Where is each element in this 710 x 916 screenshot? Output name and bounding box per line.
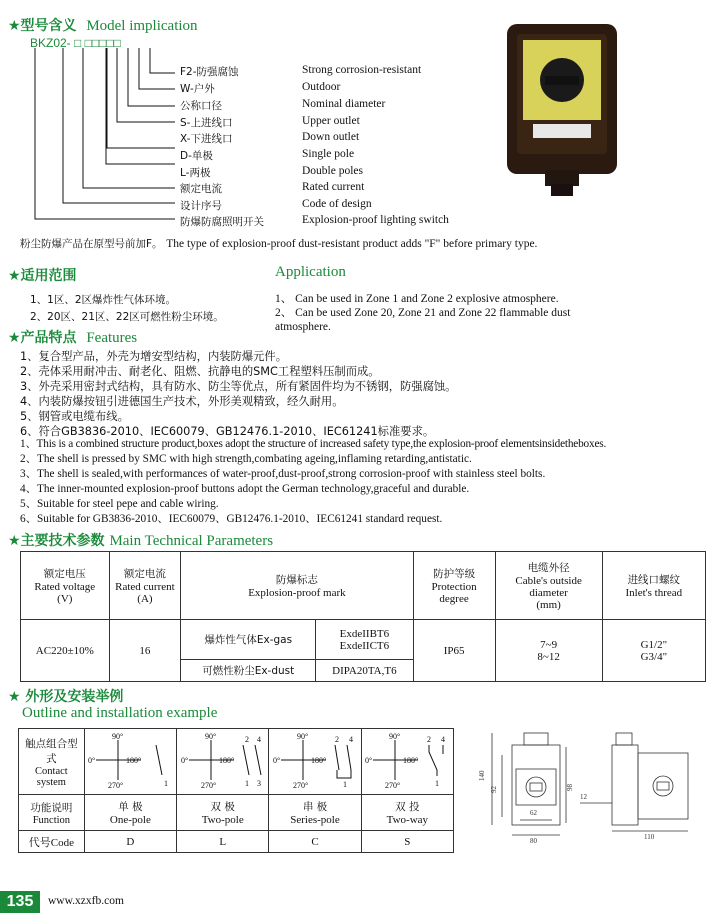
param-voltage: AC220±10%: [21, 620, 110, 682]
application-title-en: Application: [275, 264, 346, 280]
model-note: 粉尘防爆产品在原型号前加F。 The type of explosion-proof dust-resistant product adds "F" before primary type.: [20, 238, 538, 250]
svg-text:0°: 0°: [365, 756, 373, 765]
application-title-cn: ★适用范围: [8, 268, 77, 284]
svg-text:12: 12: [580, 793, 587, 801]
model-item-en: Double poles: [302, 165, 364, 177]
features-cn-list: [20, 349, 456, 439]
feature-cn-item: 6、符合GB3836-2010、IEC60079、GB12476.1-2010、IEC61241标准要求。: [20, 425, 435, 438]
svg-text:180°: 180°: [126, 756, 142, 765]
model-title: ★型号含义 Model implication: [8, 18, 198, 34]
model-item-code: 额定电流: [180, 183, 222, 195]
contact-diagram-one-pole: [84, 729, 176, 795]
svg-text:80: 80: [530, 837, 537, 845]
feature-cn-item: 5、钢管或电缆布线。: [20, 410, 129, 423]
feature-en-item: 5、Suitable for steel pepe and cable wiring.: [20, 498, 219, 510]
contact-diagram-series-pole: [269, 729, 361, 795]
model-item-code: 防爆防腐照明开关: [180, 216, 264, 228]
svg-text:0°: 0°: [273, 756, 281, 765]
svg-text:270°: 270°: [385, 781, 401, 790]
svg-text:4: 4: [441, 735, 446, 744]
switch-product-image: [495, 20, 625, 200]
svg-text:2: 2: [244, 735, 249, 744]
svg-text:90°: 90°: [297, 732, 309, 741]
model-item-code: S-上进线口: [180, 117, 233, 129]
feature-en-item: 4、The inner-mounted explosion-proof buttons adopt the German technology,graceful and durable.: [20, 483, 470, 495]
footer-url[interactable]: www.xzxfb.com: [48, 895, 124, 907]
feature-en-item: 1、This is a combined structure product,boxes adopt the structure of increased safety type,the explosion-proof elementsinsidetheboxes.: [20, 438, 607, 450]
svg-text:1: 1: [164, 779, 169, 788]
svg-text:0°: 0°: [180, 756, 188, 765]
svg-text:270°: 270°: [293, 781, 309, 790]
contact-diagram-two-way: [361, 729, 453, 795]
svg-text:90°: 90°: [204, 732, 216, 741]
model-item-en: Rated current: [302, 181, 365, 193]
model-item-code: 公称口径: [180, 100, 222, 112]
svg-text:92: 92: [490, 786, 498, 793]
model-item-en: Single pole: [302, 148, 355, 160]
svg-text:270°: 270°: [200, 781, 216, 790]
param-gas-marks: ExdeIIBT6 ExdeIICT6: [316, 620, 413, 660]
outline-title-cn: ★ 外形及安装举例: [8, 689, 124, 705]
application-cn-1: 1、1区、2区爆炸性气体环境。: [30, 294, 177, 306]
param-cable: 7~9 8~12: [495, 620, 602, 682]
params-title: ★主要技术参数 Main Technical Parameters: [8, 533, 274, 549]
application-en-2: 2、 Can be used Zone 20, Zone 21 and Zone 22 flammable dust atmosphere.: [275, 307, 571, 333]
svg-text:3: 3: [256, 779, 261, 788]
model-item-en: Code of design: [302, 198, 372, 210]
model-item-code: F2-防强腐蚀: [180, 66, 239, 78]
feature-en-item: 6、Suitable for GB3836-2010、IEC60079、GB12476.1-2010、IEC61241 standard request.: [20, 513, 443, 525]
svg-text:2: 2: [427, 735, 432, 744]
model-code: BKZ02- □ □□□□□: [30, 36, 121, 50]
svg-text:110: 110: [644, 833, 655, 841]
outline-title-en: Outline and installation example: [22, 705, 218, 721]
svg-text:140: 140: [478, 770, 486, 781]
application-en-1: 1、 Can be used in Zone 1 and Zone 2 explosive atmosphere.: [275, 293, 559, 305]
svg-text:90°: 90°: [389, 732, 401, 741]
model-item-en: Explosion-proof lighting switch: [302, 214, 449, 226]
model-item-en: Outdoor: [302, 81, 341, 93]
svg-text:1: 1: [343, 780, 348, 789]
contact-diagram-two-pole: [177, 729, 269, 795]
model-item-code: L-两极: [180, 167, 211, 179]
model-item-en: Down outlet: [302, 131, 360, 143]
model-item-code: D-单极: [180, 150, 213, 162]
model-item-code: W-户外: [180, 83, 215, 95]
svg-text:180°: 180°: [403, 756, 419, 765]
svg-text:0°: 0°: [88, 756, 96, 765]
svg-text:180°: 180°: [218, 756, 234, 765]
param-dust-mark: DIPA20TA,T6: [316, 660, 413, 682]
model-item-en: Strong corrosion-resistant: [302, 64, 422, 76]
model-item-en: Upper outlet: [302, 115, 360, 127]
feature-cn-item: 3、外壳采用密封式结构，具有防水、防尘等优点，所有紧固件均为不锈钢，防强腐蚀。: [20, 380, 457, 393]
application-cn-2: 2、20区、21区、22区可燃性粉尘环境。: [30, 311, 224, 323]
param-dust-label: 可燃性粉尘Ex-dust: [181, 660, 316, 682]
svg-text:90°: 90°: [112, 732, 124, 741]
feature-en-item: 3、The shell is sealed,with performances of water-proof,dust-proof,strong corrosion-proof with stainless steel bolts.: [20, 468, 546, 480]
feature-cn-item: 4、内装防爆按钮引进德国生产技术，外形美观精致，经久耐用。: [20, 395, 344, 408]
page-number: 135: [0, 891, 40, 913]
svg-text:180°: 180°: [311, 756, 327, 765]
feature-cn-item: 2、壳体采用耐冲击、耐老化、阻燃、抗静电的SMC工程塑料压制而成。: [20, 365, 380, 378]
feature-cn-item: 1、复合型产品，外壳为增安型结构，内装防爆元件。: [20, 350, 288, 363]
model-bracket-lines: [25, 48, 185, 228]
param-thread: G1/2" G3/4": [602, 620, 705, 682]
feature-en-item: 2、The shell is pressed by SMC with high strength,combating ageing,inflaming retarding,antistatic.: [20, 453, 472, 465]
svg-text:2: 2: [335, 735, 340, 744]
model-item-en: Nominal diameter: [302, 98, 386, 110]
svg-text:4: 4: [256, 735, 261, 744]
svg-text:270°: 270°: [108, 781, 124, 790]
svg-text:4: 4: [349, 735, 354, 744]
svg-text:62: 62: [530, 809, 537, 817]
param-current: 16: [109, 620, 181, 682]
param-protection: IP65: [413, 620, 495, 682]
outline-drawings: [462, 725, 702, 855]
svg-text:1: 1: [244, 779, 249, 788]
params-table: 额定电压 Rated voltage (V) 额定电流 Rated current (A) 防爆标志 Explosion-proof mark 防护等级 Protection degree 电缆外径 Cable's outside diameter (mm) 进线口螺纹 Inlet's thread AC220±10% 16 爆炸性气体Ex-gas ExdeIIBT6 ExdeIICT6 IP65 7~9 8~12 G1/2" G3/4" 可燃性粉尘Ex-dust DIPA20TA,T6: [20, 551, 706, 682]
features-title: ★产品特点 Features: [8, 330, 138, 346]
model-item-code: X-下进线口: [180, 133, 233, 145]
contact-table: 触点组合型式 Contact system 90° 0° 180° 270° 1 90° 0° 180° 270° 2 4 1 3 90° 0° 180° 270° 2 4 1 90° 0° 180° 270° 2 4 1 功能说明 Function 单 极 One-pole 双 极 Two-pole 串 极 Series-pole 双 投 Two-way 代号Code D L C S: [18, 728, 454, 853]
svg-text:98: 98: [566, 784, 574, 791]
svg-text:1: 1: [435, 779, 440, 788]
model-item-code: 设计序号: [180, 200, 222, 212]
features-en-list: [20, 437, 606, 527]
param-gas-label: 爆炸性气体Ex-gas: [181, 620, 316, 660]
